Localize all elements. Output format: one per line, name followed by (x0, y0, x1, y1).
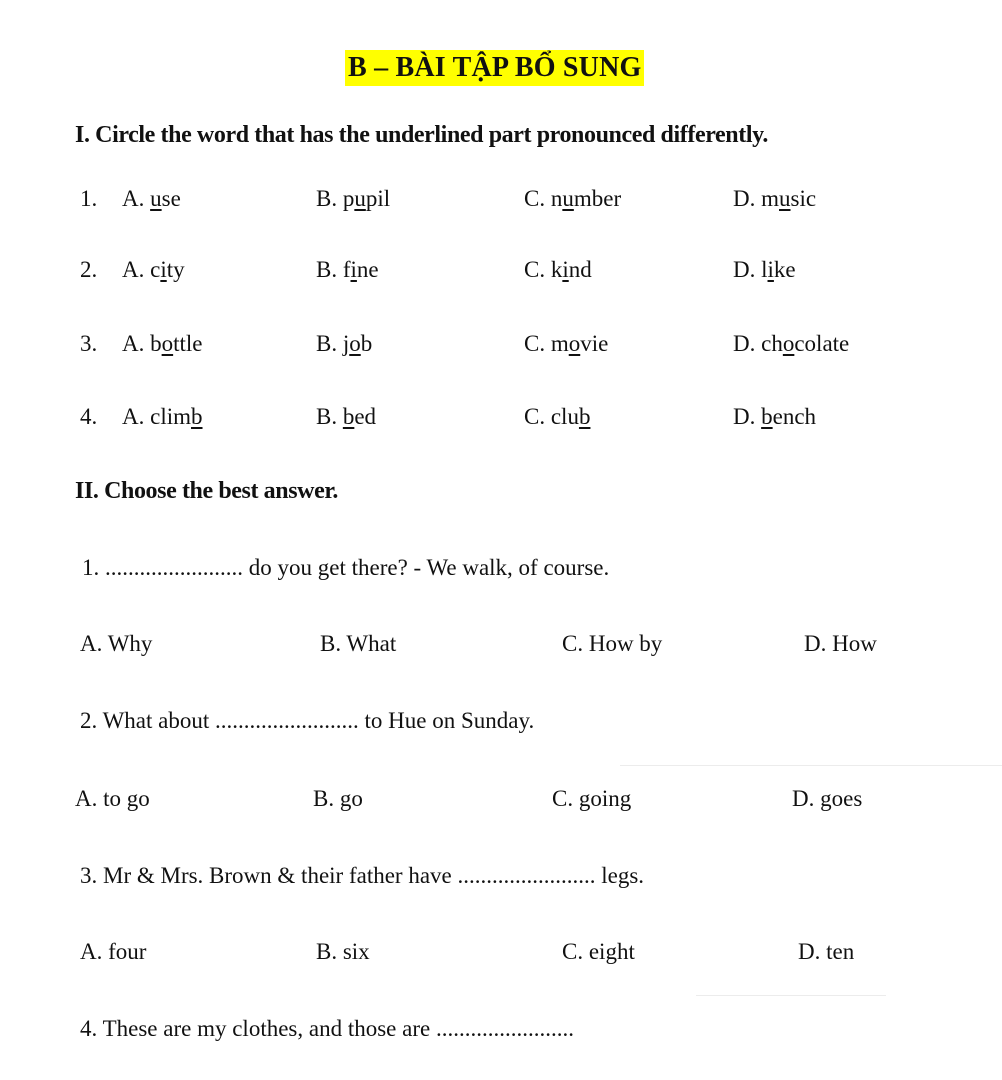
divider (696, 995, 886, 996)
option-c[interactable]: C. club (524, 404, 591, 429)
option-c[interactable]: C. kind (524, 257, 592, 282)
question-stem: 3. Mr & Mrs. Brown & their father have ........................ legs. (80, 863, 645, 888)
option-c[interactable]: C. movie (524, 331, 609, 356)
option-b[interactable]: B. What (320, 631, 397, 656)
option-a[interactable]: A. bottle (122, 331, 203, 356)
option-b[interactable]: B. pupil (316, 186, 391, 211)
option-d[interactable]: D. goes (792, 786, 863, 811)
option-a[interactable]: A. four (80, 939, 147, 964)
question-stem: 2. What about ......................... to Hue on Sunday. (80, 708, 535, 733)
option-d[interactable]: D. music (733, 186, 817, 211)
option-c[interactable]: C. How by (562, 631, 663, 656)
option-b[interactable]: B. go (313, 786, 363, 811)
question-number: 4. (80, 404, 98, 429)
option-a[interactable]: A. Why (80, 631, 153, 656)
divider (620, 765, 1002, 766)
question-stem: 4. These are my clothes, and those are ........................ (80, 1016, 574, 1041)
question-number: 3. (80, 331, 98, 356)
option-b[interactable]: B. job (316, 331, 373, 356)
section-2-heading: II. Choose the best answer. (75, 478, 338, 504)
option-b[interactable]: B. bed (316, 404, 377, 429)
option-d[interactable]: D. like (733, 257, 796, 282)
option-c[interactable]: C. going (552, 786, 632, 811)
page-title: B – BÀI TẬP BỔ SUNG (345, 50, 644, 86)
question-number: 1. (80, 186, 98, 211)
question-stem: 1. ........................ do you get there? - We walk, of course. (82, 555, 610, 580)
option-a[interactable]: A. climb (122, 404, 203, 429)
option-b[interactable]: B. fine (316, 257, 379, 282)
option-a[interactable]: A. use (122, 186, 181, 211)
option-d[interactable]: D. bench (733, 404, 817, 429)
option-b[interactable]: B. six (316, 939, 370, 964)
option-a[interactable]: A. city (122, 257, 185, 282)
option-d[interactable]: D. ten (798, 939, 855, 964)
option-a[interactable]: A. to go (75, 786, 150, 811)
question-number: 2. (80, 257, 98, 282)
option-d[interactable]: D. How (804, 631, 877, 656)
option-d[interactable]: D. chocolate (733, 331, 850, 356)
option-c[interactable]: C. eight (562, 939, 635, 964)
section-1-heading: I. Circle the word that has the underlined part pronounced differently. (75, 122, 768, 148)
option-c[interactable]: C. number (524, 186, 622, 211)
